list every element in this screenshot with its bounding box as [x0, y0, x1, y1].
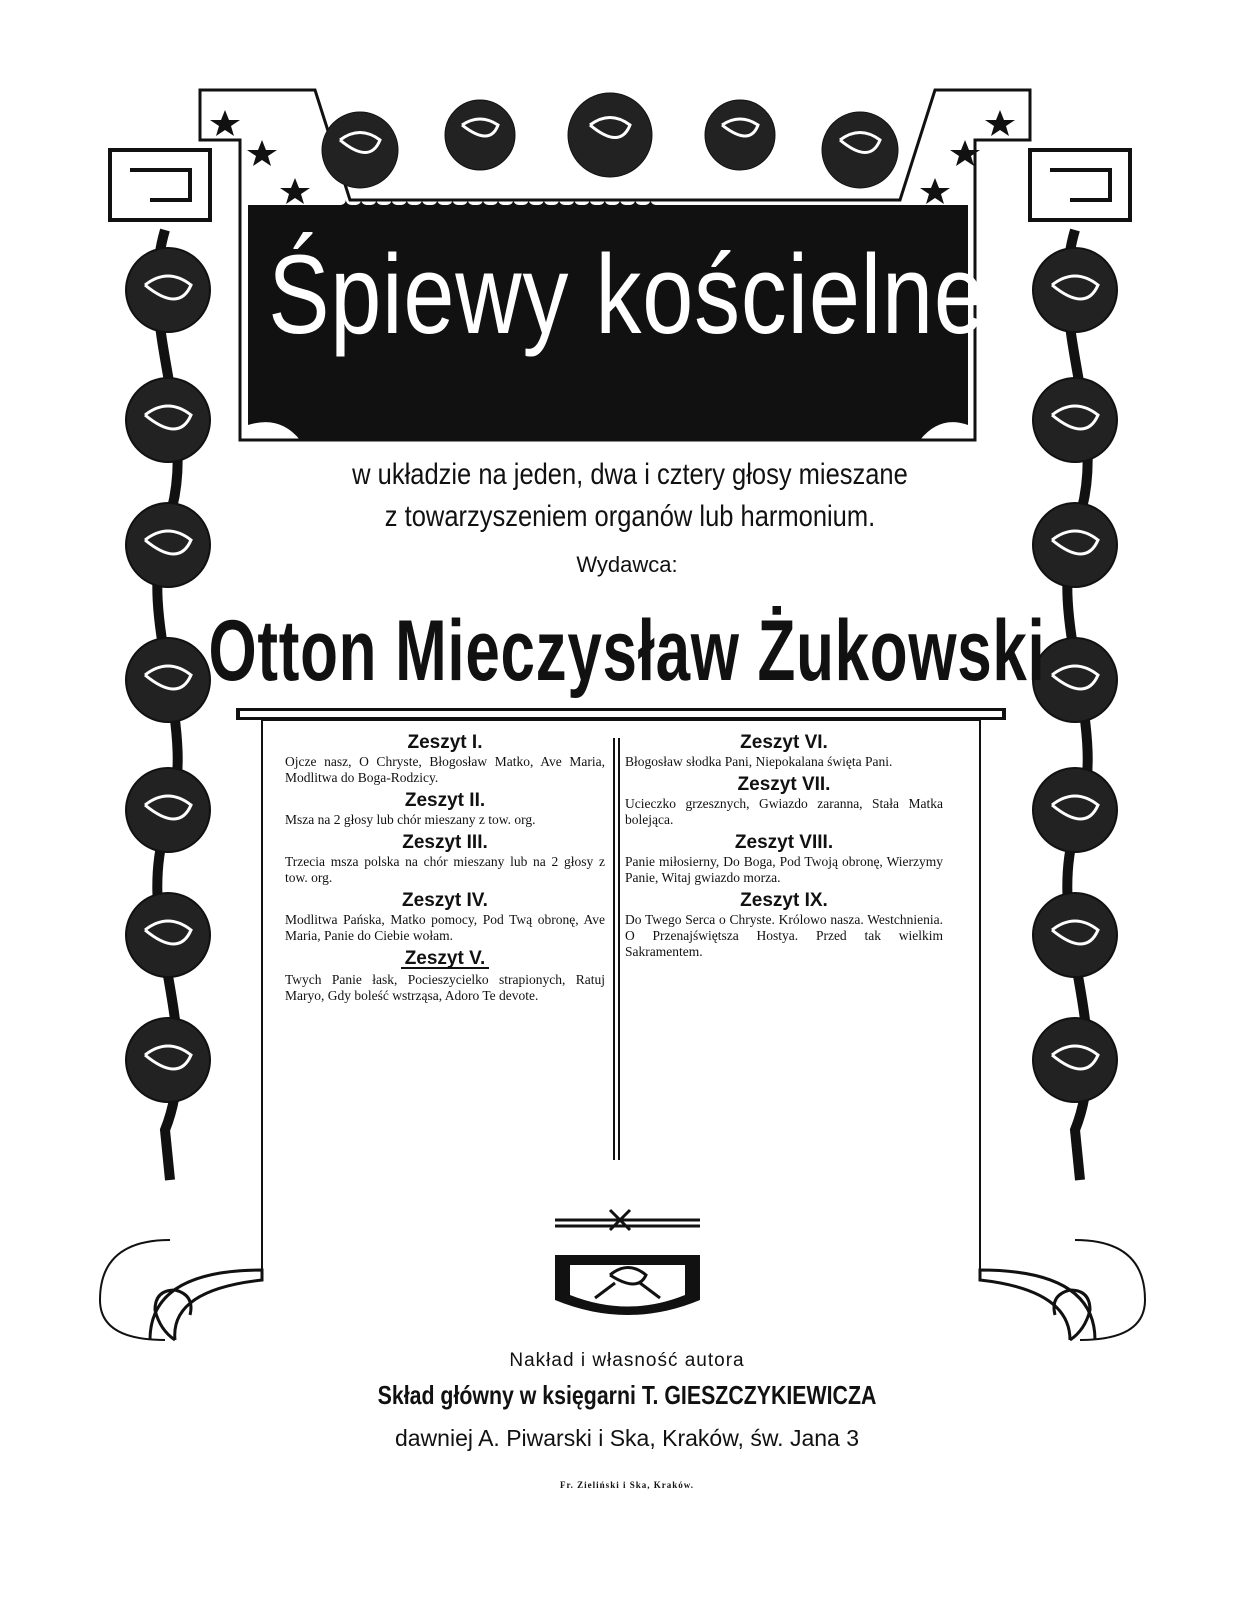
composer-name: Otton Mieczysław Żukowski: [208, 603, 1046, 699]
volume-heading: Zeszyt IX.: [740, 890, 828, 911]
left-column: [285, 728, 605, 1004]
volume-contents: Panie miłosierny, Do Boga, Pod Twoją obronę, Wierzymy Panie, Witaj gwiazdo morza.: [625, 854, 943, 885]
volume-heading: Zeszyt III.: [402, 832, 488, 853]
printer-credit: Fr. Zieliński i Ska, Kraków.: [560, 1480, 694, 1490]
volume-heading: Zeszyt I.: [407, 732, 483, 753]
volume-heading: Zeszyt VII.: [737, 774, 831, 795]
subtitle-line-1: w układzie na jeden, dwa i cztery głosy mieszane: [352, 458, 908, 491]
volume-heading: Zeszyt VI.: [740, 732, 828, 753]
volume-heading: Zeszyt VIII.: [734, 832, 834, 853]
editor-label: Wydawca:: [576, 552, 678, 577]
depot-address: dawniej A. Piwarski i Ska, Kraków, św. Jana 3: [394, 1425, 860, 1451]
volume-heading: Zeszyt V.: [401, 951, 490, 969]
right-column: [625, 728, 943, 960]
page-title: Śpiewy kościelne: [268, 232, 986, 357]
volume-contents: Trzecia msza polska na chór mieszany lub na 2 głosy z tow. org.: [285, 854, 605, 885]
volume-contents: Modlitwa Pańska, Matko pomocy, Pod Twą obronę, Ave Maria, Panie do Ciebie wołam.: [285, 912, 605, 943]
publisher-note: Nakład i własność autora: [509, 1350, 745, 1371]
volume-contents: Msza na 2 głosy lub chór mieszany z tow. org.: [285, 812, 536, 827]
volume-contents: Błogosław słodka Pani, Niepokalana święta Pani.: [625, 754, 893, 769]
main-depot: Skład główny w księgarni T. GIESZCZYKIEWICZA: [377, 1380, 877, 1410]
svg-text:✦ ✦ ✦ ✦ ✦ ✦ ✦ ✦ ✦ ✦ ✦ ✦ ✦ ✦ ✦: ✦ ✦ ✦ ✦ ✦ ✦ ✦ ✦ ✦ ✦ ✦ ✦ ✦ ✦ ✦ ✦ ✦ ✦ ✦ ✦ ✦: [340, 199, 657, 214]
volume-contents: Ucieczko grzesznych, Gwiazdo zaranna, Stała Matka bolejąca.: [625, 796, 943, 827]
volume-contents: Twych Panie łask, Pocieszycielko strapionych, Ratuj Maryo, Gdy boleść wstrząsa, Adoro Te devote.: [285, 972, 605, 1003]
volume-contents: Ojcze nasz, O Chryste, Błogosław Matko, Ave Maria, Modlitwa do Boga-Rodzicy.: [285, 754, 605, 785]
volume-heading: Zeszyt IV.: [402, 890, 488, 911]
subtitle-line-2: z towarzyszeniem organów lub harmonium.: [384, 500, 876, 533]
volume-heading: Zeszyt II.: [404, 790, 486, 811]
volume-contents: Do Twego Serca o Chryste. Królowo nasza. Westchnienia. O Przenajświętsza Hostya. Przed tak wielkim Sakramentem.: [625, 912, 943, 959]
